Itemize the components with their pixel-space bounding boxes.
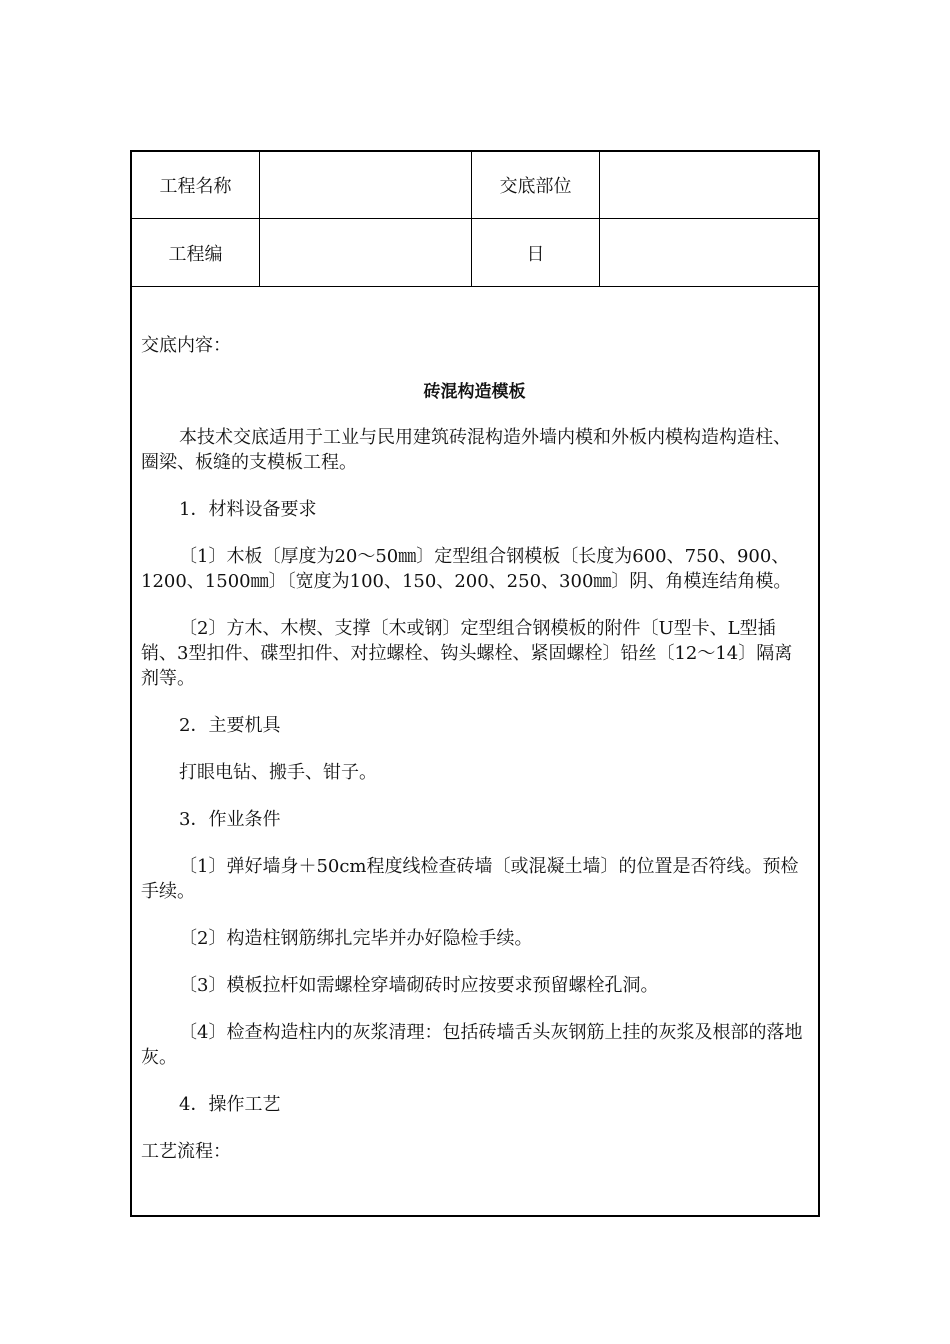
project-name-field[interactable]: [260, 152, 472, 219]
date-field[interactable]: [600, 219, 818, 286]
disclosure-form: [130, 150, 820, 1217]
section3-item4: 〔4〕检查构造柱内的灰浆清理：包括砖墙舌头灰钢筋上挂的灰浆及根部的落地灰。: [141, 1022, 803, 1068]
section4-heading: 4．操作工艺: [179, 1094, 281, 1115]
section2-text: 打眼电钻、搬手、钳子。: [179, 762, 377, 783]
form-header-table: [132, 152, 818, 287]
disclosure-part-field[interactable]: [600, 152, 818, 219]
content-label: 交底内容：: [141, 335, 231, 356]
section3-heading: 3．作业条件: [179, 809, 281, 830]
disclosure-content: [132, 287, 818, 1164]
project-number-field[interactable]: [260, 219, 472, 286]
section1-heading: 1．材料设备要求: [179, 499, 317, 520]
project-name-label: 工程名称: [132, 152, 260, 219]
section1-item1: 〔1〕木板〔厚度为20～50㎜〕定型组合钢模板〔长度为600、750、900、1200、1500㎜〕〔宽度为100、150、200、250、300㎜〕阴、角模连结角模。: [141, 546, 792, 592]
process-flow-label: 工艺流程：: [141, 1141, 231, 1162]
disclosure-part-label: 交底部位: [472, 152, 600, 219]
date-label: 日: [472, 219, 600, 286]
section3-item3: 〔3〕模板拉杆如需螺栓穿墙砌砖时应按要求预留螺栓孔洞。: [179, 975, 659, 996]
section1-item2: 〔2〕方木、木楔、支撑〔木或钢〕定型组合钢模板的附件〔U型卡、L型插销、3型扣件、碟型扣件、对拉螺栓、钩头螺栓、紧固螺栓〕铅丝〔12～14〕隔离剂等。: [141, 618, 793, 689]
section3-item2: 〔2〕构造柱钢筋绑扎完毕并办好隐检手续。: [179, 928, 533, 949]
intro-paragraph: 本技术交底适用于工业与民用建筑砖混构造外墙内模和外板内模构造构造柱、圈梁、板缝的支模板工程。: [141, 427, 791, 473]
project-number-label: 工程编: [132, 219, 260, 286]
document-title: 砖混构造模板: [423, 382, 526, 402]
section2-heading: 2．主要机具: [179, 715, 281, 736]
section3-item1: 〔1〕弹好墙身＋50cm程度线检查砖墙〔或混凝土墙〕的位置是否符线。预检手续。: [141, 856, 799, 902]
